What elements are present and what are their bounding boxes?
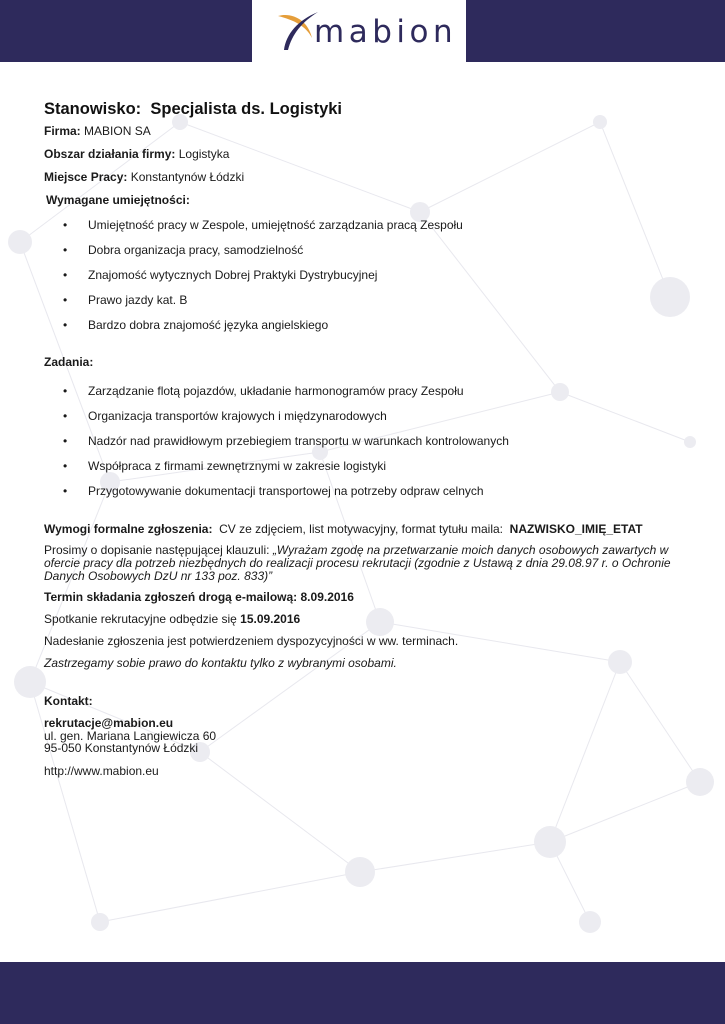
list-item: • Organizacja transportów krajowych i międzynarodowych <box>44 409 684 424</box>
deadline: Termin składania zgłoszeń drogą e-mailową: 8.09.2016 <box>44 590 354 604</box>
location-field: Miejsce Pracy: Konstantynów Łódzki <box>44 170 245 184</box>
privacy-clause: Prosimy o dopisanie następującej klauzuli: „Wyrażam zgodę na przetwarzanie moich danych osobowych zawartych w ofercie pracy dla potrzeb niezbędnych do realizacji procesu rekrutacji (zgodnie z Ustawą z dnia 29.08.97 r. o Ochronie Danych Osobowych DzU nr 133 poz. 833)” <box>44 543 671 583</box>
job-offer-document <box>44 98 684 779</box>
area-field: Obszar działania firmy: Logistyka <box>44 147 230 161</box>
contact-street: ul. gen. Mariana Langiewicza 60 <box>44 728 217 743</box>
page-title: Stanowisko: Specjalista ds. Logistyki <box>44 100 343 118</box>
contact-heading: Kontakt: <box>44 694 93 708</box>
bottom-footer-bar <box>0 962 725 1024</box>
company-field: Firma: MABION SA <box>44 124 151 138</box>
formal-requirements: Wymogi formalne zgłoszenia: CV ze zdjęciem, list motywacyjny, format tytułu maila: NAZWISKO_IMIĘ_ETAT <box>44 522 643 536</box>
skills-list <box>44 218 684 333</box>
contact-reservation-note: Zastrzegamy sobie prawo do kontaktu tylko z wybranymi osobami. <box>44 656 397 670</box>
subject-format: NAZWISKO_IMIĘ_ETAT <box>509 522 643 536</box>
list-item: • Nadzór nad prawidłowym przebiegiem transportu w warunkach kontrolowanych <box>44 434 684 449</box>
list-item: • Zarządzanie flotą pojazdów, układanie harmonogramów pracy Zespołu <box>44 384 684 399</box>
contact-block <box>44 717 684 755</box>
list-item: • Prawo jazdy kat. B <box>44 293 684 308</box>
list-item: • Bardzo dobra znajomość języka angielskiego <box>44 318 684 333</box>
list-item: • Współpraca z firmami zewnętrznymi w zakresie logistyki <box>44 459 684 474</box>
list-item: • Przygotowywanie dokumentacji transportowej na potrzeby odpraw celnych <box>44 484 684 499</box>
logo <box>252 0 466 62</box>
list-item: • Umiejętność pracy w Zespole, umiejętność zarządzania pracą Zespołu <box>44 218 684 233</box>
contact-email[interactable]: rekrutacje@mabion.eu <box>44 716 174 730</box>
website-link[interactable]: http://www.mabion.eu <box>44 763 159 778</box>
list-item: • Dobra organizacja pracy, samodzielność <box>44 243 684 258</box>
logo-wordmark: mabion <box>314 14 458 50</box>
list-item: • Znajomość wytycznych Dobrej Praktyki Dystrybucyjnej <box>44 268 684 283</box>
tasks-list <box>44 384 684 499</box>
contact-city: 95-050 Konstantynów Łódzki <box>44 741 199 755</box>
availability-note: Nadesłanie zgłoszenia jest potwierdzeniem dyspozycyjności w ww. terminach. <box>44 634 459 648</box>
tasks-heading: Zadania: <box>44 355 94 369</box>
skills-heading: Wymagane umiejętności: <box>46 193 190 207</box>
meeting-date: Spotkanie rekrutacyjne odbędzie się 15.09.2016 <box>44 612 301 626</box>
